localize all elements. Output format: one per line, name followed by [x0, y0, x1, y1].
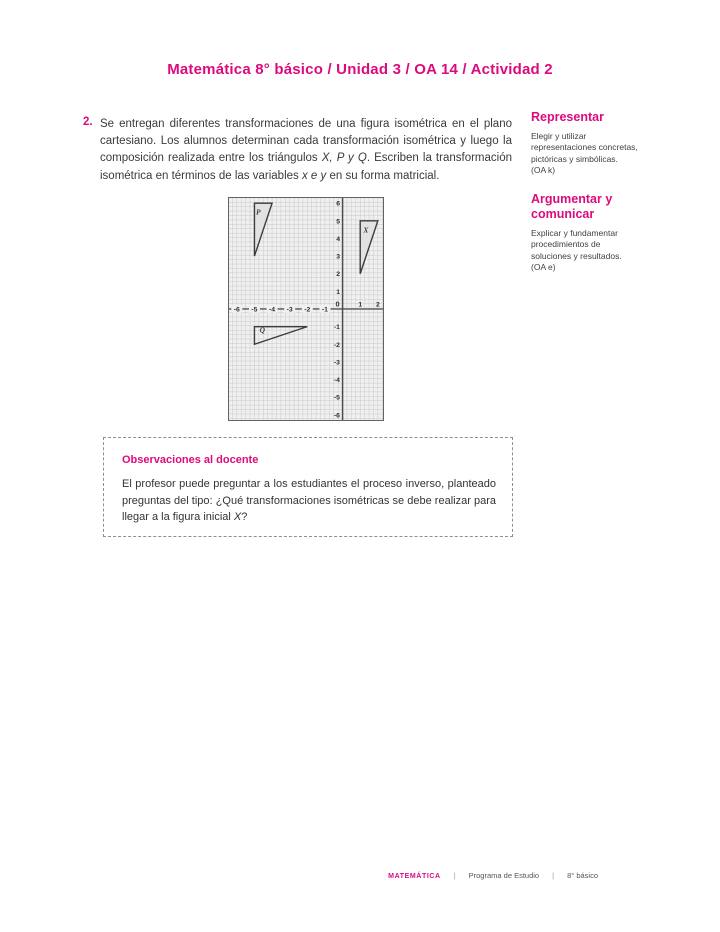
svg-text:-1: -1	[333, 324, 340, 332]
svg-text:-1: -1	[321, 306, 328, 314]
svg-text:2: 2	[336, 271, 340, 279]
observations-text-part: ?	[241, 511, 248, 523]
svg-text:1: 1	[358, 301, 363, 309]
sidebar-text-line: pictóricas y simbólicas.	[531, 153, 618, 164]
activity-text-part: en su forma matricial.	[326, 169, 440, 182]
observations-body	[122, 476, 496, 526]
figure-container	[228, 197, 384, 421]
observations-text-part: El profesor puede preguntar a los estudiantes el proceso inverso, planteado preguntas del tipo: ¿Qué transformaciones isométricas se debe realizar para llegar a la figura inicial	[122, 478, 496, 523]
footer-separator: |	[552, 871, 555, 880]
svg-text:-5: -5	[333, 394, 340, 402]
coordinate-plane	[228, 197, 384, 421]
footer-item: Programa de Estudio	[468, 871, 540, 880]
svg-text:-4: -4	[333, 377, 340, 385]
sidebar-text-line: Elegir y utilizar	[531, 130, 587, 141]
margin-sidebar	[531, 110, 645, 289]
svg-text:-3: -3	[333, 359, 340, 367]
footer-separator: |	[453, 871, 456, 880]
svg-text:5: 5	[336, 218, 340, 226]
activity-item	[83, 116, 515, 185]
footer-item: 8° básico	[567, 871, 598, 880]
svg-text:-3: -3	[286, 306, 293, 314]
sidebar-heading: Argumentar y comunicar	[531, 191, 613, 221]
sidebar-text-line: procedimientos de	[531, 239, 601, 249]
svg-text:4: 4	[336, 235, 340, 243]
footer-brand: MATEMÁTICA	[388, 873, 441, 880]
svg-text:-4: -4	[269, 306, 276, 314]
sidebar-text-line: (OA k)	[531, 165, 556, 175]
svg-text:-2: -2	[304, 306, 311, 314]
activity-text-part: Se entregan diferentes transformaciones de una figura isométrica en el plano cartesiano. Los alumnos determinan cada transformación isométrica y luego la composición realizada entre los triángulos	[100, 118, 512, 165]
teacher-observations-box	[103, 437, 513, 537]
svg-text:-5: -5	[251, 306, 258, 314]
observations-text-emphasis: X	[233, 511, 242, 523]
activity-text-emphasis: x e y	[301, 169, 327, 182]
svg-text:-6: -6	[233, 306, 240, 314]
activity-number: 2.	[83, 116, 93, 128]
sidebar-text-line: representaciones concretas,	[531, 142, 638, 152]
page-title: Matemática 8° básico / Unidad 3 / OA 14 / Actividad 2	[167, 61, 553, 78]
sidebar-section-argumentar	[531, 192, 645, 274]
sidebar-section-representar	[531, 110, 645, 177]
svg-text:-2: -2	[333, 341, 340, 349]
svg-text:-6: -6	[333, 412, 340, 420]
svg-text:X: X	[363, 225, 369, 235]
sidebar-text-line: (OA e)	[531, 262, 556, 272]
svg-text:1: 1	[336, 288, 340, 296]
sidebar-text-line: Explicar y fundamentar	[531, 227, 618, 238]
activity-text-part: . Escriben la transformación isométrica en términos de las variables	[100, 152, 512, 182]
svg-text:3: 3	[336, 253, 340, 261]
sidebar-heading: Representar	[531, 110, 604, 124]
svg-text:Q: Q	[259, 325, 266, 335]
page-footer	[388, 871, 598, 880]
activity-text	[100, 116, 512, 185]
activity-text-emphasis: X, P y Q	[321, 152, 367, 165]
observations-heading: Observaciones al docente	[122, 454, 259, 466]
svg-text:6: 6	[336, 200, 340, 208]
svg-text:2: 2	[375, 301, 380, 309]
svg-text:0: 0	[335, 299, 340, 309]
svg-text:P: P	[256, 207, 261, 217]
sidebar-text-line: soluciones y resultados.	[531, 250, 622, 261]
